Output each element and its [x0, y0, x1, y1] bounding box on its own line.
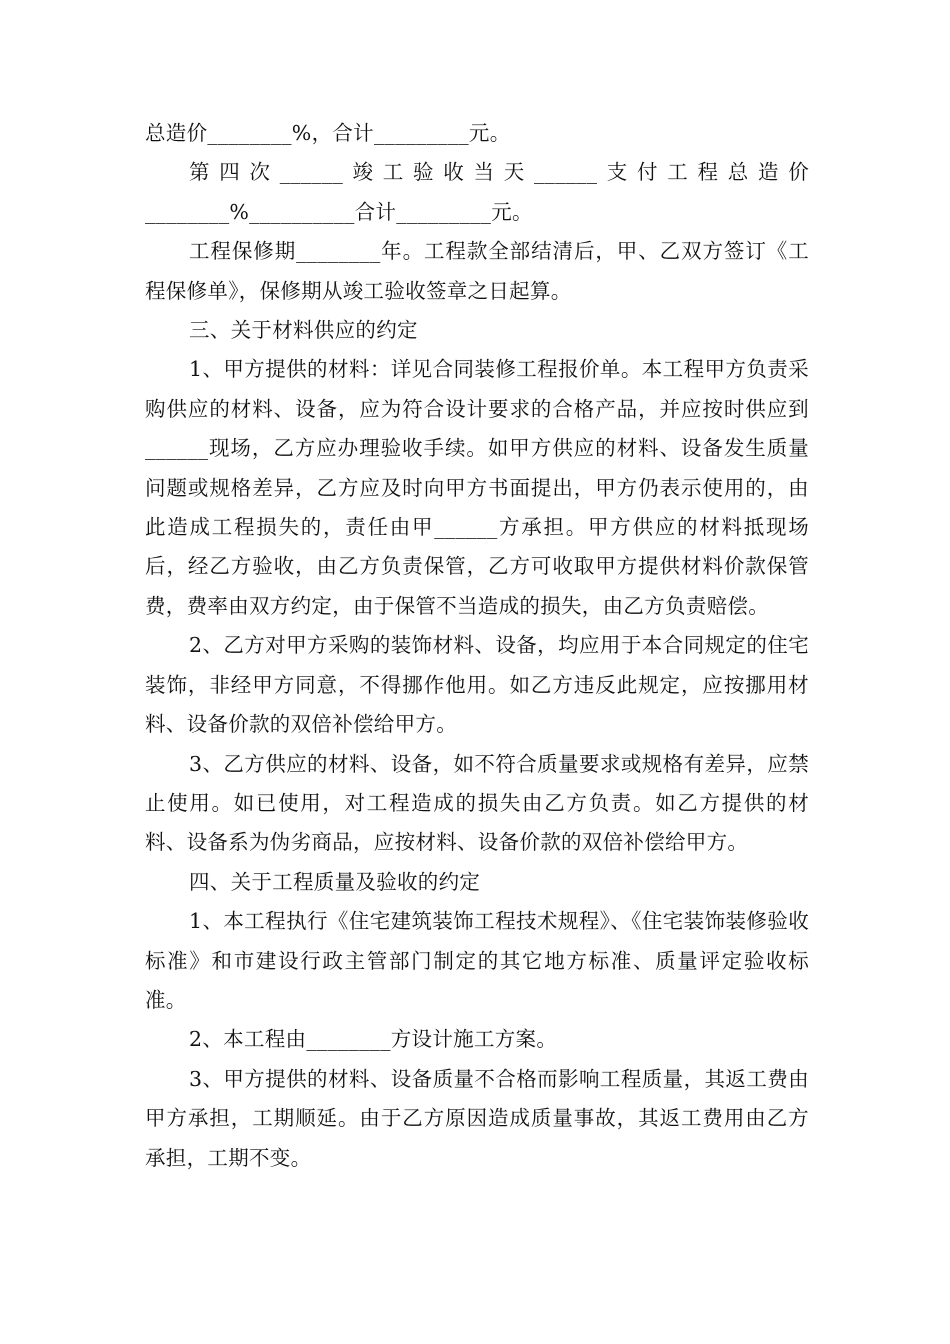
- section-four-heading: 四、关于工程质量及验收的约定: [189, 869, 481, 894]
- warranty-paragraph: 工程保修期________年。工程款全部结清后，甲、乙双方签订《工程保修单》，保修期从竣工验收签章之日起算。: [145, 239, 809, 303]
- quality-clause-2: 2、本工程由________方设计施工方案。: [189, 1027, 558, 1052]
- material-clause-1: 1、甲方提供的材料：详见合同装修工程报价单。本工程甲方负责采购供应的材料、设备，应为符合设计要求的合格产品，并应按时供应到______现场，乙方应办理验收手续。如甲方供应的材料、设备发生质量问题或规格差异，乙方应及时向甲方书面提出，甲方仍表示使用的，由此造成工程损失的，责任由甲______方承担。甲方供应的材料抵现场后，经乙方验收，由乙方负责保管，乙方可收取甲方提供材料价款保管费，费率由双方约定，由于保管不当造成的损失，由乙方负责赔偿。: [145, 357, 809, 618]
- fourth-payment-paragraph: 第四次______竣工验收当天______支付工程总造价________%__________合计_________元。: [145, 160, 809, 224]
- section-three-heading: 三、关于材料供应的约定: [189, 318, 418, 343]
- document-page: [145, 114, 809, 1178]
- quality-clause-3: 3、甲方提供的材料、设备质量不合格而影响工程质量，其返工费由甲方承担，工期顺延。由于乙方原因造成质量事故，其返工费用由乙方承担，工期不变。: [145, 1066, 809, 1170]
- material-clause-3: 3、乙方供应的材料、设备，如不符合质量要求或规格有差异，应禁止使用。如已使用，对工程造成的损失由乙方负责。如乙方提供的材料、设备系为伪劣商品，应按材料、设备价款的双倍补偿给甲方。: [145, 751, 809, 855]
- quality-clause-1: 1、本工程执行《住宅建筑装饰工程技术规程》、《住宅装饰装修验收标准》和市建设行政主管部门制定的其它地方标准、质量评定验收标准。: [145, 909, 809, 1012]
- payment-total-paragraph: 总造价________%，合计_________元。: [145, 121, 511, 145]
- material-clause-2: 2、乙方对甲方采购的装饰材料、设备，均应用于本合同规定的住宅装饰，非经甲方同意，不得挪作他用。如乙方违反此规定，应按挪用材料、设备价款的双倍补偿给甲方。: [145, 633, 809, 737]
